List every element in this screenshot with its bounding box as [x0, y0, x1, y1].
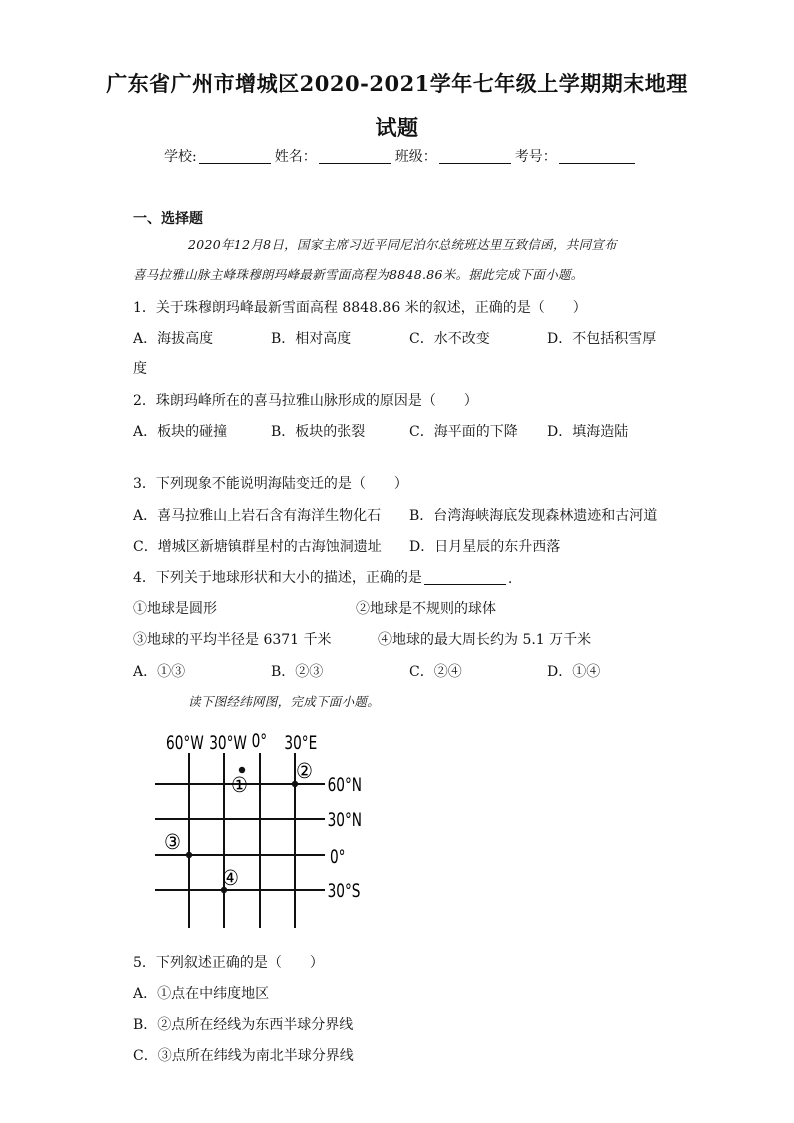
q1-option-d-cont: 度 [133, 361, 147, 377]
point-1-label: ① [231, 773, 248, 797]
number-blank[interactable] [559, 149, 635, 164]
q5-option-b[interactable]: B．②点所在经线为东西半球分界线 [133, 1017, 354, 1033]
q4-answer-blank[interactable] [424, 570, 506, 585]
q4-statement-3: ③地球的平均半径是 6371 千米 [133, 632, 332, 648]
school-label: 学校: [164, 149, 197, 165]
q4-option-d[interactable]: D．①④ [547, 664, 601, 680]
q2-stem: 2．珠朗玛峰所在的喜马拉雅山脉形成的原因是（ ） [133, 393, 478, 409]
intro1-line2: 喜马拉雅山脉主峰珠穆朗玛峰最新雪面高程为8848.86米。据此完成下面小题。 [133, 267, 584, 282]
q4-statement-4: ④地球的最大周长约为 5.1 万千米 [378, 632, 592, 648]
q2-option-d[interactable]: D．填海造陆 [547, 424, 629, 440]
lon-label-0: 0° [251, 730, 268, 753]
lon-label-60w: 60°W [166, 732, 204, 755]
q4-option-a[interactable]: A．①③ [133, 664, 186, 680]
q3-option-a[interactable]: A．喜马拉雅山上岩石含有海洋生物化石 [133, 508, 382, 524]
q4-stem: 4．下列关于地球形状和大小的描述，正确的是 [133, 570, 422, 586]
lat-label-30s: 30°S [327, 880, 361, 903]
q5-stem: 5．下列叙述正确的是（ ） [133, 955, 324, 971]
lat-label-60n: 60°N [327, 774, 363, 797]
point-3-dot [186, 852, 192, 858]
title-line2: 试题 [375, 115, 419, 140]
intro2: 读下图经纬网图，完成下面小题。 [188, 694, 381, 709]
q5-option-c[interactable]: C．③点所在纬线为南北半球分界线 [133, 1048, 354, 1064]
point-3-label: ③ [164, 830, 181, 854]
lon-label-30e: 30°E [284, 732, 318, 755]
q1-option-d[interactable]: D．不包括积雪厚 [547, 331, 657, 347]
q3-option-d[interactable]: D．日月星辰的东升西落 [409, 539, 561, 555]
q2-option-b[interactable]: B．板块的张裂 [271, 424, 366, 440]
intro1-line1: 2020年12月8日，国家主席习近平同尼泊尔总统班达里互致信函，共同宣布 [188, 237, 617, 252]
graticule-map [150, 725, 380, 935]
q4-stem-row [133, 567, 512, 587]
q3-stem: 3．下列现象不能说明海陆变迁的是（ ） [133, 476, 408, 492]
q4-statement-1: ①地球是圆形 [133, 601, 217, 617]
section-heading: 一、选择题 [133, 211, 203, 227]
q1-option-c[interactable]: C．水不改变 [409, 331, 490, 347]
student-info [164, 146, 639, 166]
lat-label-30n: 30°N [327, 809, 363, 832]
q4-stem-end: . [507, 571, 513, 587]
q3-option-c[interactable]: C．增城区新塘镇群星村的古海蚀洞遗址 [133, 539, 382, 555]
school-blank[interactable] [199, 149, 271, 164]
q1-option-a[interactable]: A．海拔高度 [133, 331, 214, 347]
q4-option-c[interactable]: C．②④ [409, 664, 462, 680]
q4-option-b[interactable]: B．②③ [271, 664, 324, 680]
q5-option-a[interactable]: A．①点在中纬度地区 [133, 986, 270, 1002]
q3-option-b[interactable]: B．台湾海峡海底发现森林遗迹和古河道 [409, 508, 658, 524]
number-label: 考号： [514, 149, 557, 165]
lon-label-30w: 30°W [209, 732, 247, 755]
class-blank[interactable] [439, 149, 511, 164]
q2-option-a[interactable]: A．板块的碰撞 [133, 424, 228, 440]
q4-statement-2: ②地球是不规则的球体 [356, 601, 496, 617]
q2-option-c[interactable]: C．海平面的下降 [409, 424, 518, 440]
class-label: 班级： [394, 149, 437, 165]
q1-option-b[interactable]: B．相对高度 [271, 331, 352, 347]
point-2-label: ② [296, 759, 313, 783]
point-4-label: ④ [222, 866, 239, 890]
lat-label-0: 0° [330, 846, 346, 869]
name-label: 姓名： [274, 149, 317, 165]
title-line1: 广东省广州市增城区2020-2021学年七年级上学期期末地理 [106, 71, 688, 96]
name-blank[interactable] [319, 149, 391, 164]
q1-stem: 1．关于珠穆朗玛峰最新雪面高程 8848.86 米的叙述，正确的是（ ） [133, 300, 587, 316]
